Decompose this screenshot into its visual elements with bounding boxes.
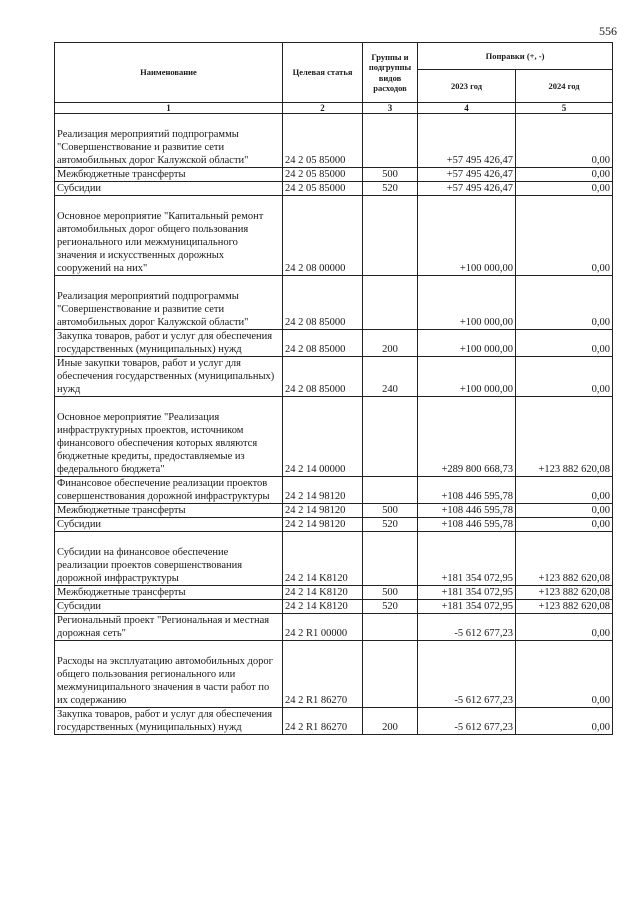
header-num-3: 3 xyxy=(363,103,418,114)
row-target-article: 24 2 R1 86270 xyxy=(283,641,363,708)
row-target-article: 24 2 14 98120 xyxy=(283,477,363,504)
table-row xyxy=(55,518,613,532)
row-amount-2024: +123 882 620,08 xyxy=(516,532,613,586)
row-amount-2024: 0,00 xyxy=(516,196,613,276)
row-expense-group xyxy=(363,276,418,330)
row-name: Субсидии xyxy=(55,182,283,196)
table-row xyxy=(55,586,613,600)
header-num-5: 5 xyxy=(516,103,613,114)
row-target-article: 24 2 R1 00000 xyxy=(283,614,363,641)
row-expense-group xyxy=(363,114,418,168)
row-amount-2023: -5 612 677,23 xyxy=(418,614,516,641)
row-amount-2024: 0,00 xyxy=(516,641,613,708)
row-expense-group: 200 xyxy=(363,708,418,735)
row-expense-group: 500 xyxy=(363,168,418,182)
row-target-article: 24 2 14 00000 xyxy=(283,397,363,477)
header-target-article: Целевая статья xyxy=(283,43,363,103)
row-expense-group xyxy=(363,477,418,504)
row-expense-group: 500 xyxy=(363,586,418,600)
row-name: Межбюджетные трансферты xyxy=(55,168,283,182)
row-amount-2024: 0,00 xyxy=(516,357,613,397)
table-row xyxy=(55,708,613,735)
table-row xyxy=(55,330,613,357)
row-target-article: 24 2 14 K8120 xyxy=(283,586,363,600)
row-amount-2023: +181 354 072,95 xyxy=(418,586,516,600)
row-amount-2023: +108 446 595,78 xyxy=(418,477,516,504)
row-amount-2024: 0,00 xyxy=(516,477,613,504)
row-expense-group: 500 xyxy=(363,504,418,518)
row-target-article: 24 2 05 85000 xyxy=(283,168,363,182)
header-name: Наименование xyxy=(55,43,283,103)
row-amount-2024: 0,00 xyxy=(516,168,613,182)
row-expense-group: 520 xyxy=(363,600,418,614)
row-name: Иные закупки товаров, работ и услуг для обеспечения государственных (муниципальных) нужд xyxy=(55,357,283,397)
row-amount-2024: 0,00 xyxy=(516,504,613,518)
row-expense-group xyxy=(363,641,418,708)
row-target-article: 24 2 08 85000 xyxy=(283,330,363,357)
row-amount-2024: +123 882 620,08 xyxy=(516,397,613,477)
row-target-article: 24 2 14 98120 xyxy=(283,504,363,518)
row-name: Основное мероприятие "Реализация инфраструктурных проектов, источником финансового обеспечения которых являются бюджетные кредиты, предоставляемые из федерального бюджета" xyxy=(55,397,283,477)
table-row xyxy=(55,114,613,168)
row-name: Расходы на эксплуатацию автомобильных дорог общего пользования регионального или межмуниципального значения в части работ по их содержанию xyxy=(55,641,283,708)
header-expense-groups: Группы и подгруппы видов расходов xyxy=(363,43,418,103)
row-name: Субсидии на финансовое обеспечение реализации проектов совершенствования дорожной инфраструктуры xyxy=(55,532,283,586)
table-row xyxy=(55,397,613,477)
row-name: Финансовое обеспечение реализации проектов совершенствования дорожной инфраструктуры xyxy=(55,477,283,504)
row-name: Межбюджетные трансферты xyxy=(55,504,283,518)
row-expense-group xyxy=(363,532,418,586)
row-amount-2024: +123 882 620,08 xyxy=(516,586,613,600)
table-row xyxy=(55,357,613,397)
row-name: Субсидии xyxy=(55,518,283,532)
row-amount-2023: +100 000,00 xyxy=(418,276,516,330)
table-row xyxy=(55,182,613,196)
row-amount-2023: +100 000,00 xyxy=(418,330,516,357)
row-target-article: 24 2 08 00000 xyxy=(283,196,363,276)
row-amount-2023: +57 495 426,47 xyxy=(418,182,516,196)
row-target-article: 24 2 R1 86270 xyxy=(283,708,363,735)
header-year-2024: 2024 год xyxy=(516,70,613,103)
row-expense-group: 520 xyxy=(363,182,418,196)
row-amount-2023: +181 354 072,95 xyxy=(418,600,516,614)
row-name: Субсидии xyxy=(55,600,283,614)
table-row xyxy=(55,504,613,518)
row-name: Межбюджетные трансферты xyxy=(55,586,283,600)
table-body xyxy=(55,114,613,735)
row-amount-2024: 0,00 xyxy=(516,614,613,641)
row-amount-2024: 0,00 xyxy=(516,182,613,196)
table-row xyxy=(55,532,613,586)
row-target-article: 24 2 08 85000 xyxy=(283,357,363,397)
row-name: Реализация мероприятий подпрограммы "Совершенствование и развитие сети автомобильных дорог Калужской области" xyxy=(55,276,283,330)
row-target-article: 24 2 14 K8120 xyxy=(283,532,363,586)
row-name: Закупка товаров, работ и услуг для обеспечения государственных (муниципальных) нужд xyxy=(55,330,283,357)
row-name: Закупка товаров, работ и услуг для обеспечения государственных (муниципальных) нужд xyxy=(55,708,283,735)
row-amount-2023: +108 446 595,78 xyxy=(418,518,516,532)
row-amount-2024: 0,00 xyxy=(516,518,613,532)
table-row xyxy=(55,614,613,641)
row-target-article: 24 2 08 85000 xyxy=(283,276,363,330)
row-expense-group xyxy=(363,196,418,276)
row-amount-2023: +57 495 426,47 xyxy=(418,114,516,168)
table-row xyxy=(55,600,613,614)
table-row xyxy=(55,168,613,182)
row-name: Основное мероприятие "Капитальный ремонт автомобильных дорог общего пользования регионального или межмуниципального значения и искусственных дорожных сооружений на них" xyxy=(55,196,283,276)
row-amount-2023: +181 354 072,95 xyxy=(418,532,516,586)
page-number: 556 xyxy=(599,24,617,38)
table-row xyxy=(55,477,613,504)
row-amount-2023: -5 612 677,23 xyxy=(418,708,516,735)
row-expense-group xyxy=(363,397,418,477)
row-target-article: 24 2 05 85000 xyxy=(283,182,363,196)
row-amount-2023: +100 000,00 xyxy=(418,357,516,397)
header-amendments: Поправки (+, -) xyxy=(418,43,613,70)
row-expense-group: 200 xyxy=(363,330,418,357)
row-amount-2023: +57 495 426,47 xyxy=(418,168,516,182)
row-amount-2023: +289 800 668,73 xyxy=(418,397,516,477)
header-num-1: 1 xyxy=(55,103,283,114)
table-row xyxy=(55,641,613,708)
table-row xyxy=(55,196,613,276)
header-year-2023: 2023 год xyxy=(418,70,516,103)
row-amount-2024: 0,00 xyxy=(516,330,613,357)
header-num-4: 4 xyxy=(418,103,516,114)
row-name: Региональный проект "Региональная и местная дорожная сеть" xyxy=(55,614,283,641)
row-target-article: 24 2 05 85000 xyxy=(283,114,363,168)
row-target-article: 24 2 14 98120 xyxy=(283,518,363,532)
row-amount-2024: 0,00 xyxy=(516,708,613,735)
row-expense-group: 240 xyxy=(363,357,418,397)
row-name: Реализация мероприятий подпрограммы "Совершенствование и развитие сети автомобильных дорог Калужской области" xyxy=(55,114,283,168)
row-expense-group xyxy=(363,614,418,641)
header-num-2: 2 xyxy=(283,103,363,114)
row-target-article: 24 2 14 K8120 xyxy=(283,600,363,614)
row-amount-2023: -5 612 677,23 xyxy=(418,641,516,708)
budget-table xyxy=(54,42,613,735)
row-expense-group: 520 xyxy=(363,518,418,532)
row-amount-2024: 0,00 xyxy=(516,114,613,168)
row-amount-2023: +100 000,00 xyxy=(418,196,516,276)
table-row xyxy=(55,276,613,330)
row-amount-2024: +123 882 620,08 xyxy=(516,600,613,614)
row-amount-2024: 0,00 xyxy=(516,276,613,330)
row-amount-2023: +108 446 595,78 xyxy=(418,504,516,518)
